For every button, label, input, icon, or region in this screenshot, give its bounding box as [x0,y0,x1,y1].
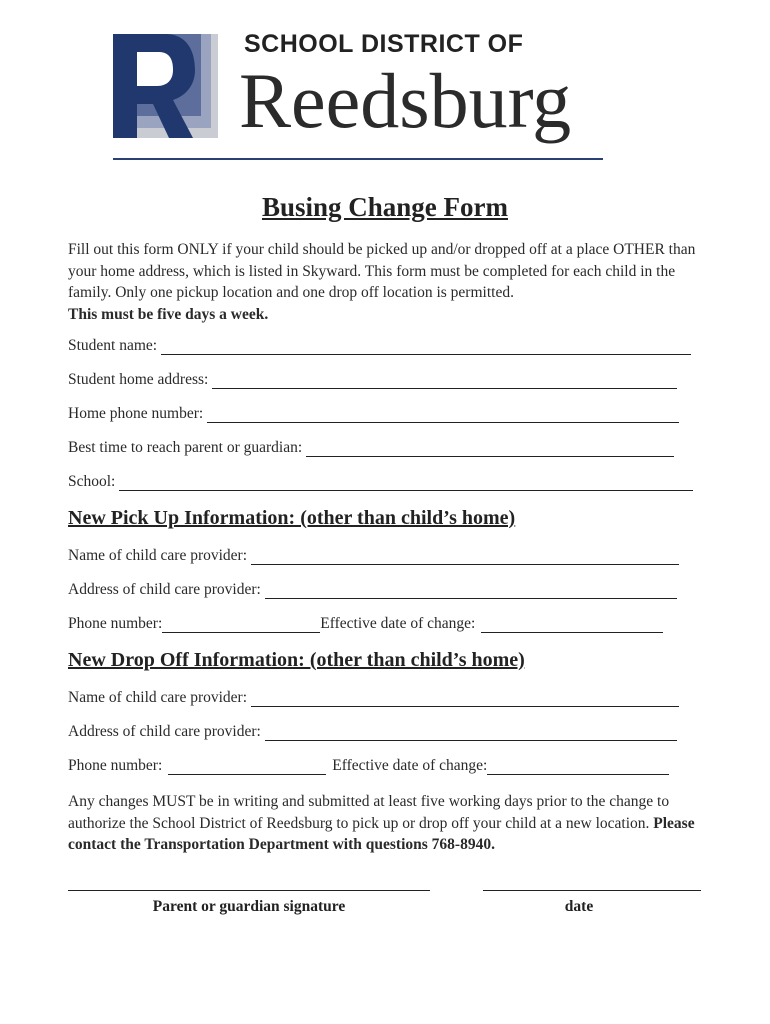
pickup-provider-address-input[interactable] [265,584,677,599]
closing-paragraph [68,791,718,856]
pickup-provider-name-input[interactable] [251,550,679,565]
pickup-effective-date-input[interactable] [481,618,663,633]
field-label: School: [68,473,116,490]
field-label: Effective date of change: [332,757,488,774]
field-label: Phone number: [68,615,163,632]
student-name-field [68,337,691,355]
dropoff-phone-input[interactable] [168,760,326,775]
field-label: Effective date of change: [320,615,476,632]
home-phone-field [68,405,679,423]
dropoff-heading: New Drop Off Information: (other than child’s home) [68,649,525,671]
field-label: Name of child care provider: [68,547,248,564]
student-home-address-input[interactable] [212,374,677,389]
intro-text: Fill out this form ONLY if your child should be picked up and/or dropped off at a place OTHER than your home address, which is listed in Skyward. This form must be completed for each child in the family. Only one pickup location and one drop off location is permitted. [68,241,696,301]
student-name-input[interactable] [161,340,691,355]
field-label: Student name: [68,337,158,354]
dropoff-provider-name-field [68,689,679,707]
dropoff-provider-address-field [68,723,677,741]
pickup-provider-address-field [68,581,677,599]
intro-bold-text: This must be five days a week. [68,305,269,323]
school-field [68,473,693,491]
field-label: Phone number: [68,757,163,774]
field-label: Home phone number: [68,405,204,422]
parent-signature-label: Parent or guardian signature [152,898,346,915]
date-line[interactable] [483,889,701,891]
student-home-address-field [68,371,677,389]
logo-district-text: SCHOOL DISTRICT OF [244,30,524,58]
intro-paragraph [68,239,718,325]
pickup-provider-name-field [68,547,679,565]
dropoff-provider-address-input[interactable] [265,726,677,741]
logo-divider [113,158,603,160]
dropoff-effective-date-input[interactable] [487,760,669,775]
field-label: Best time to reach parent or guardian: [68,439,303,456]
dropoff-provider-name-input[interactable] [251,692,679,707]
parent-signature-line[interactable] [68,889,430,891]
field-label: Student home address: [68,371,209,388]
home-phone-input[interactable] [207,408,679,423]
logo-reedsburg-text: Reedsburg [239,57,572,144]
best-time-field [68,439,674,457]
date-label: date [564,898,594,915]
closing-text: Any changes MUST be in writing and submitted at least five working days prior to the change to authorize the School District of Reedsburg to pick up or drop off your child at a new location. [68,793,670,832]
dropoff-phone-field [68,757,669,775]
page-title: Busing Change Form [261,192,509,222]
field-label: Address of child care provider: [68,581,261,598]
field-label: Address of child care provider: [68,723,261,740]
school-input[interactable] [119,476,693,491]
best-time-input[interactable] [306,442,674,457]
pickup-phone-field [68,615,663,633]
field-label: Name of child care provider: [68,689,248,706]
pickup-phone-input[interactable] [162,618,320,633]
closing-bold-text: Please contact the Transportation Department with questions 768-8940. [68,814,695,853]
pickup-heading: New Pick Up Information: (other than child’s home) [68,507,516,529]
